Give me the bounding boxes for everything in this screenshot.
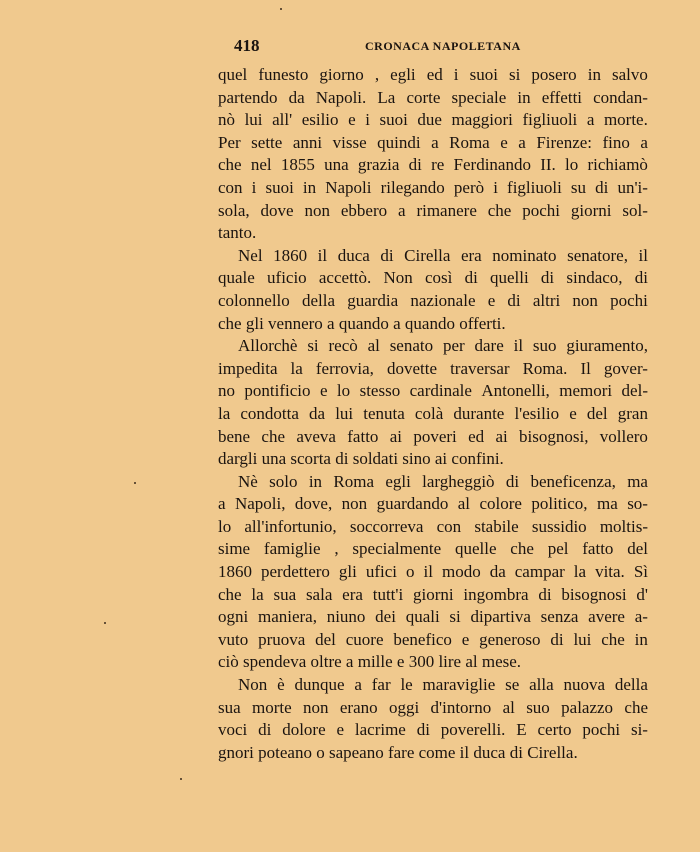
text-line: con i suoi in Napoli rilegando però i figliuoli su di un'i- xyxy=(218,177,648,197)
text-line: Per sette anni visse quindi a Roma e a Firenze: fino a xyxy=(218,132,648,152)
text-line: Nè solo in Roma egli largheggiò di beneficenza, ma xyxy=(238,471,648,491)
text-line: sola, dove non ebbero a rimanere che pochi giorni sol- xyxy=(218,200,648,220)
text-line: colonnello della guardia nazionale e di altri non pochi xyxy=(218,290,648,310)
text-line: voci di dolore e lacrime di poverelli. E certo pochi si- xyxy=(218,720,648,740)
text-line: no pontificio e lo stesso cardinale Antonelli, memori del- xyxy=(218,381,648,401)
text-line: che la sua sala era tutt'i giorni ingombra di bisognosi d' xyxy=(218,584,648,604)
text-line: Non è dunque a far le maraviglie se alla nuova della xyxy=(238,675,648,695)
text-line: la condotta da lui tenuta colà durante l'esilio e del gran xyxy=(218,403,648,423)
scan-speck xyxy=(180,778,182,780)
text-line: che gli vennero a quando a quando offerti. xyxy=(218,313,506,333)
text-line: quel funesto giorno , egli ed i suoi si posero in salvo xyxy=(218,65,648,84)
text-line: impedita la ferrovia, dovette traversar Roma. Il gover- xyxy=(218,358,648,378)
scan-speck xyxy=(104,622,106,624)
page-header xyxy=(0,36,700,58)
text-line: vuto pruova del cuore benefico e generoso di lui che in xyxy=(218,629,648,649)
text-line: che nel 1855 una grazia di re Ferdinando II. lo richiamò xyxy=(218,155,648,175)
text-line: 1860 perdettero gli ufici o il modo da campar la vita. Sì xyxy=(218,562,648,582)
text-line: lo all'infortunio, soccorreva con stabile sussidio moltis- xyxy=(218,516,648,536)
text-line: nò lui all' esilio e i suoi due maggiori figliuoli a morte. xyxy=(218,110,648,130)
text-line: dargli una scorta di soldati sino ai confini. xyxy=(218,449,504,469)
page-number: 418 xyxy=(234,36,260,55)
text-line: gnori poteano o sapeano fare come il duca di Cirella. xyxy=(218,742,578,762)
text-line: sua morte non erano oggi d'intorno al suo palazzo che xyxy=(218,697,648,717)
text-line: quale uficio accettò. Non così di quelli di sindaco, di xyxy=(218,268,648,288)
text-line: ciò spendeva oltre a mille e 300 lire al mese. xyxy=(218,652,522,672)
text-line: tanto. xyxy=(218,223,257,243)
running-title: CRONACA NAPOLETANA xyxy=(365,39,521,53)
text-line: bene che aveva fatto ai poveri ed ai bisognosi, vollero xyxy=(218,426,648,446)
text-line: Nel 1860 il duca di Cirella era nominato senatore, il xyxy=(238,245,648,265)
text-line: Allorchè si recò al senato per dare il suo giuramento, xyxy=(238,336,648,356)
scan-speck xyxy=(134,482,136,484)
scan-speck xyxy=(280,8,282,10)
text-line: ogni maniera, niuno dei quali si dipartiva senza avere a- xyxy=(218,607,648,627)
text-line: a Napoli, dove, non guardando al colore politico, ma so- xyxy=(218,494,648,514)
text-line: sime famiglie , specialmente quelle che pel fatto del xyxy=(218,539,648,559)
text-line: partendo da Napoli. La corte speciale in effetti condan- xyxy=(218,87,648,107)
body-text xyxy=(218,64,648,764)
